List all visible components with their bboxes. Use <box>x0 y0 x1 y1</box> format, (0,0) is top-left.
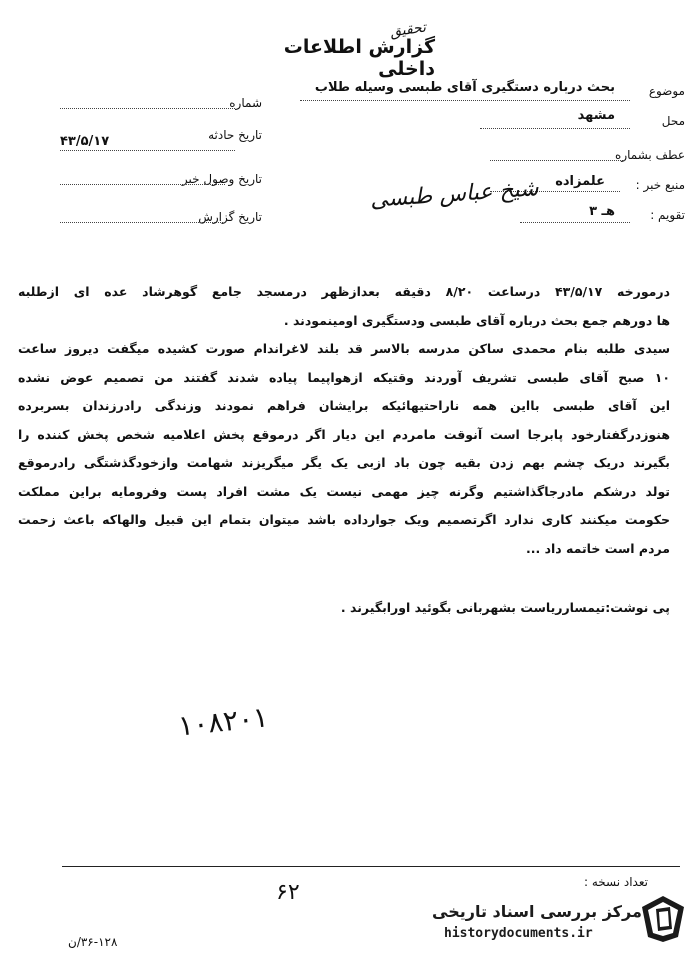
body-line: درمورخه ۴۳/۵/۱۷ درساعت ۸/۲۰ دقیقه بعدازظهر درمسجد جامع گوهرشاد عده ای ازطلبه <box>18 284 671 299</box>
report-title: گزارش اطلاعات داخلی <box>283 36 435 80</box>
body-line: این آقای طبسی بااین همه ناراحتیهائیکه برایشان فراهم نمودند وزندگی رادرزندان بسربرده <box>18 398 670 413</box>
archive-code: ۳۶-۱۲۸/ن <box>68 935 118 949</box>
watermark-name: مرکز بررسی اسناد تاریخی <box>432 902 642 921</box>
receipt-date-underline <box>60 184 225 185</box>
ref-label: عطف بشماره <box>615 148 685 162</box>
place-label: محل <box>661 114 685 128</box>
handwritten-prefix: تحقیق <box>389 19 427 41</box>
rating-label: تقویم : <box>650 208 685 222</box>
report-date-label: تاریخ گزارش <box>198 210 262 224</box>
handwritten-signature: شیخ عباس طبسی <box>369 176 540 213</box>
report-date-underline <box>60 222 225 223</box>
number-label: شماره <box>229 96 262 110</box>
body-line: بگیرند دریک چشم بهم زدن بقیه چون باد ازبی یک یگر میگریزند شهامت وازخودگذشتگی رادرموقع <box>18 455 670 470</box>
rating-underline <box>520 222 630 223</box>
page-number: ۶۲ <box>276 880 300 905</box>
postscript-note: پی نوشت:تیمسارریاست بشهربانی بگوئید اورابگیرند . <box>340 600 670 615</box>
rating-value: هـ ۳ <box>589 204 615 219</box>
body-line: سیدی طلبه بنام محمدی ساکن مدرسه بالاسر قد بلند لاغراندام صورت کشیده میگفت دیروز ساعت <box>18 341 670 356</box>
ref-underline <box>490 160 625 161</box>
incident-date-value: ۴۳/۵/۱۷ <box>60 134 110 149</box>
place-value: مشهد <box>577 108 615 123</box>
subject-label: موضوع <box>648 84 685 98</box>
number-underline <box>60 108 235 109</box>
copies-label: تعداد نسخه : <box>583 875 648 889</box>
report-body <box>18 278 670 563</box>
subject-underline <box>300 100 630 101</box>
receipt-date-label: تاریخ وصول خبر <box>181 172 262 186</box>
handwritten-number: ۱۰۸۲۰۱ <box>176 700 270 743</box>
incident-date-label: تاریخ حادثه <box>208 128 262 142</box>
incident-date-underline <box>60 150 235 151</box>
footer-divider <box>62 866 680 867</box>
subject-value: بحث درباره دستگیری آقای طبسی وسیله طلاب <box>314 80 615 95</box>
place-underline <box>480 128 630 129</box>
watermark-url: historydocuments.ir <box>444 926 593 941</box>
body-line: تولد درشکم مادرجاگذاشتیم وگرنه چیز مهمی نیست یک مشت افراد پست وفرومایه براین مملکت <box>18 483 670 499</box>
body-line: ها دورهم جمع بحث درباره آقای طبسی ودستگیری اومینمودند . <box>283 312 670 328</box>
body-line: مردم است خاتمه داد ... <box>525 540 670 556</box>
body-line: ۱۰ صبح آقای طبسی تشریف آوردند وقتیکه ازهواپیما پیاده شدند گفتند من تصمیم عوض نشده <box>18 369 670 385</box>
body-line: هنوزدرگفتارخود پابرجا است آنوقت مامردم این دیار اگر درموقع پخش اعلامیه شخص پخش کننده را <box>18 426 670 442</box>
source-value: علمزاده <box>555 174 605 189</box>
body-line: حکومت میکنند کاری ندارد اگرتصمیم ویک جوارداده باشد میتوان بتمام این قبیل والهاکه باعث زحمت <box>18 512 670 527</box>
source-label: منبع خبر : <box>635 178 685 192</box>
archive-logo-icon <box>638 893 688 945</box>
